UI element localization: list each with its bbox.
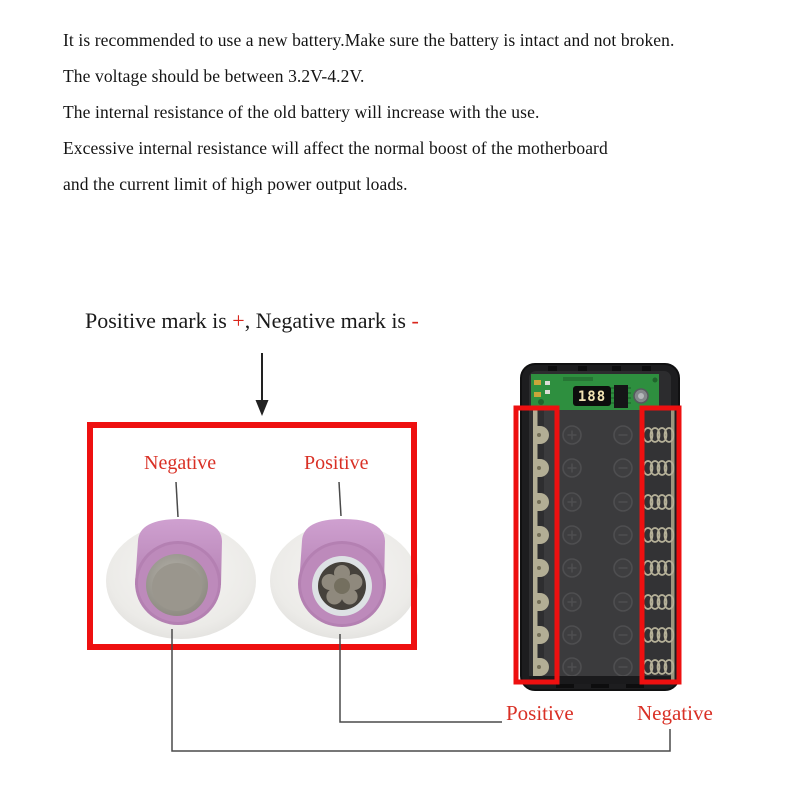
- instruction-line: Excessive internal resistance will affect the normal boost of the motherboard: [63, 138, 608, 158]
- polarity-note-prefix: Positive mark is: [85, 308, 233, 333]
- power-button: [634, 389, 648, 403]
- instruction-line: The voltage should be between 3.2V-4.2V.: [63, 66, 365, 86]
- battery-negative-label: Negative: [144, 452, 217, 474]
- leader-positive-label: [339, 482, 341, 516]
- instruction-line: The internal resistance of the old battery will increase with the use.: [63, 102, 540, 122]
- plus-mark: +: [232, 308, 245, 333]
- leader-negative-label: [176, 482, 178, 517]
- powerbank-negative-label: Negative: [637, 701, 713, 725]
- powerbank-photo: [521, 364, 679, 690]
- led-display: [573, 386, 611, 406]
- battery-positive-label: Positive: [304, 452, 369, 474]
- pcb-board: [531, 374, 659, 410]
- battery-positive-photo: [298, 519, 386, 627]
- instruction-line: It is recommended to use a new battery.Make sure the battery is intact and not broken.: [63, 30, 675, 50]
- ic-chip: [611, 385, 631, 408]
- powerbank-positive-label: Positive: [506, 701, 574, 725]
- battery-negative-photo: [135, 519, 222, 625]
- polarity-note-middle: , Negative mark is: [244, 308, 412, 333]
- minus-mark: -: [411, 308, 419, 333]
- instruction-line: and the current limit of high power output loads.: [63, 174, 408, 194]
- down-arrow-icon: [256, 353, 269, 416]
- led-display-value: 188: [577, 389, 607, 405]
